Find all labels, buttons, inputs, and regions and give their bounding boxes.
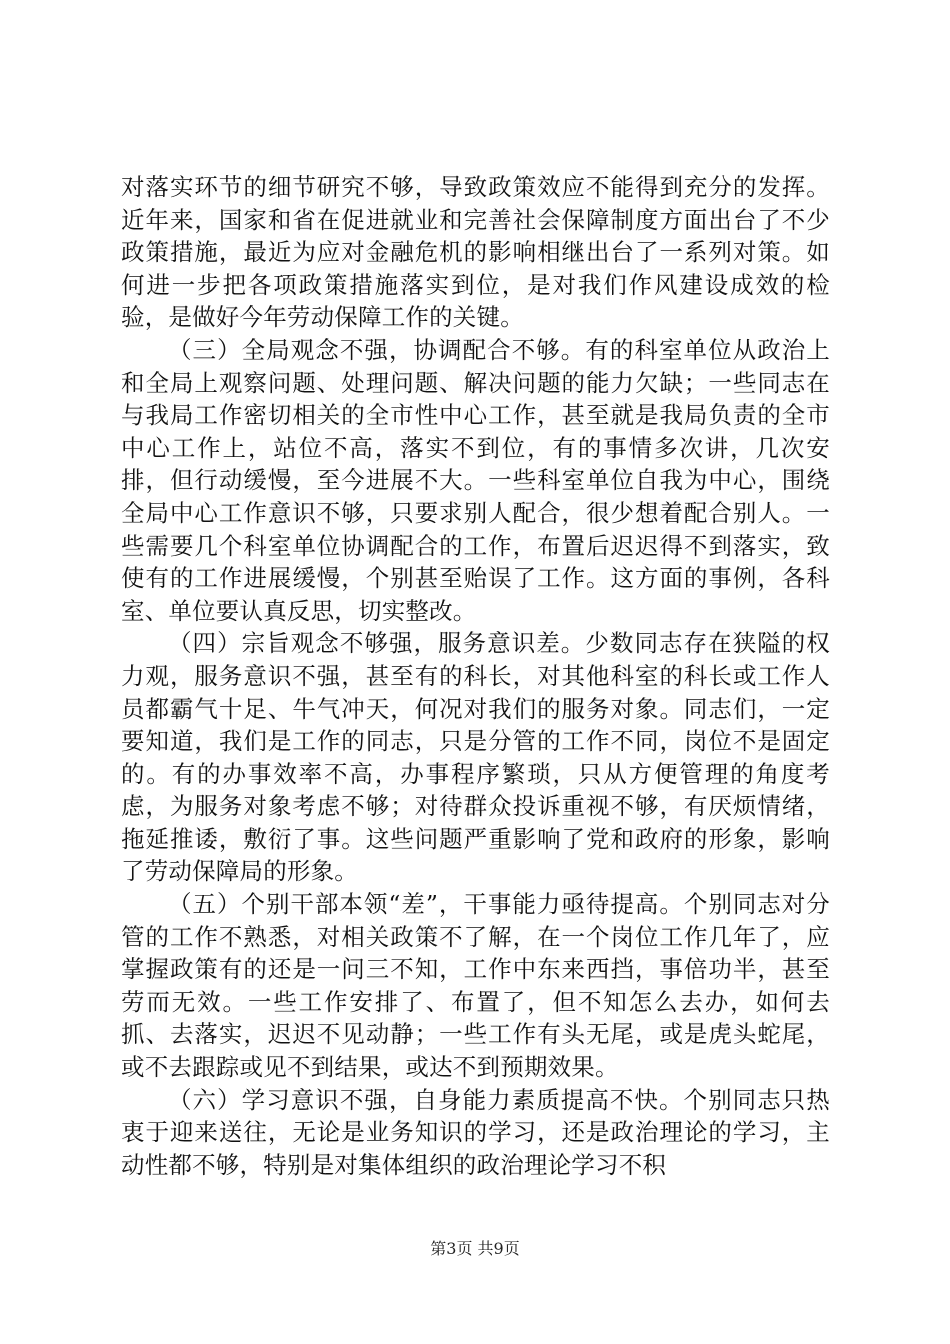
paragraph-section-6: （六）学习意识不强，自身能力素质提高不快。个别同志只热衷于迎来送往，无论是业务知识的学习，还是政治理论的学习，主动性都不够，特别是对集体组织的政治理论学习不积 bbox=[121, 1085, 830, 1179]
paragraph-section-5: （五）个别干部本领“差”，干事能力亟待提高。个别同志对分管的工作不熟悉，对相关政策不了解，在一个岗位工作几年了，应掌握政策有的还是一问三不知，工作中东来西挡，事倍功半，甚至劳而无效。一些工作安排了、布置了，但不知怎么去办，如何去抓、去落实，迟迟不见动静；一些工作有头无尾，或是虎头蛇尾，或不去跟踪或见不到结果，或达不到预期效果。 bbox=[121, 890, 830, 1082]
paragraph-continuation: 对落实环节的细节研究不够，导致政策效应不能得到充分的发挥。近年来，国家和省在促进就业和完善社会保障制度方面出台了不少政策措施，最近为应对金融危机的影响相继出台了一系列对策。如何进一步把各项政策措施落实到位，是对我们作风建设成效的检验，是做好今年劳动保障工作的关键。 bbox=[121, 173, 830, 332]
paragraph-section-3: （三）全局观念不强，协调配合不够。有的科室单位从政治上和全局上观察问题、处理问题、解决问题的能力欠缺；一些同志在与我局工作密切相关的全市性中心工作，甚至就是我局负责的全市中心工作上，站位不高，落实不到位，有的事情多次讲，几次安排，但行动缓慢，至今进展不大。一些科室单位自我为中心，围绕全局中心工作意识不够，只要求别人配合，很少想着配合别人。一些需要几个科室单位协调配合的工作，布置后迟迟得不到落实，致使有的工作进展缓慢，个别甚至贻误了工作。这方面的事例，各科室、单位要认真反思，切实整改。 bbox=[121, 335, 830, 625]
document-body bbox=[121, 171, 830, 1181]
paragraph-section-4: （四）宗旨观念不够强，服务意识差。少数同志存在狭隘的权力观，服务意识不强，甚至有的科长，对其他科室的科长或工作人员都霸气十足、牛气冲天，何况对我们的服务对象。同志们，一定要知道，我们是工作的同志，只是分管的工作不同，岗位不是固定的。有的办事效率不高，办事程序繁琐，只从方便管理的角度考虑，为服务对象考虑不够；对待群众投诉重视不够，有厌烦情绪，拖延推诿，敷衍了事。这些问题严重影响了党和政府的形象，影响了劳动保障局的形象。 bbox=[121, 629, 830, 886]
page-number-footer: 第3页 共9页 bbox=[430, 1239, 520, 1258]
